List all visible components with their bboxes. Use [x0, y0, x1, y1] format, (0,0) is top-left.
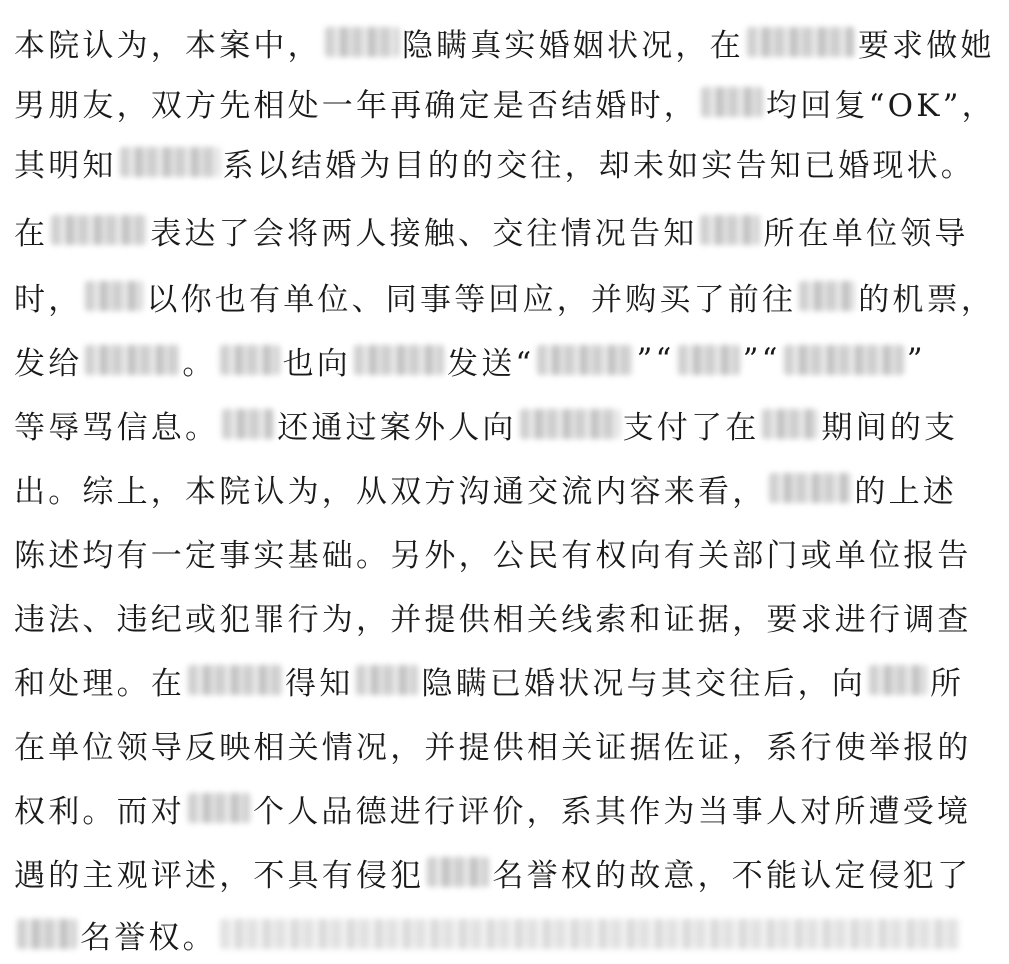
redacted-name [85, 345, 179, 375]
text-line [14, 650, 964, 710]
text-segment: 以你也有单位、同事等回应，并购买了前往 [146, 281, 797, 318]
text-line [14, 714, 972, 774]
text-segment: 隐瞒已婚状况与其交往后，向 [421, 665, 867, 702]
redacted-name [701, 87, 763, 117]
text-line [14, 522, 972, 582]
redacted-name [700, 215, 760, 245]
text-line [14, 778, 971, 838]
text-segment: 的上述 [854, 473, 958, 510]
text-segment: 所 [930, 665, 965, 702]
text-segment: 要求做她 [857, 27, 995, 64]
redacted-text [220, 919, 960, 949]
text-line [14, 904, 963, 964]
text-line [14, 12, 995, 72]
redacted-word [784, 345, 904, 375]
text-segment: 的机票， [858, 281, 996, 318]
redacted-name [427, 857, 489, 887]
text-segment: 本院认为，本案中， [14, 27, 322, 64]
text-segment: 和处理。在 [14, 665, 185, 702]
text-segment: 还通过案外人向 [277, 409, 517, 446]
redacted-name [17, 919, 77, 949]
redacted-name [325, 27, 399, 57]
text-segment: 等辱骂信息。 [14, 409, 220, 446]
redacted-name [769, 473, 851, 503]
text-segment: 权利。而对 [14, 793, 185, 830]
text-line [14, 266, 995, 326]
redacted-name [188, 665, 282, 695]
text-segment: 所在单位领导 [763, 215, 969, 252]
text-line [14, 842, 971, 902]
text-line [14, 200, 969, 260]
text-segment: 均回复“OK”， [766, 87, 996, 124]
text-segment: 支付了在 [622, 409, 760, 446]
text-segment: 在 [14, 215, 49, 252]
text-segment: 期间的支 [821, 409, 959, 446]
redacted-name [354, 345, 444, 375]
text-segment: ” [906, 342, 926, 378]
text-line [14, 132, 975, 192]
redacted-name [120, 147, 220, 177]
redacted-name [356, 665, 418, 695]
redacted-name [85, 281, 143, 311]
text-segment: ”“ [636, 342, 675, 378]
text-segment: 发给 [14, 345, 83, 382]
redacted-name [222, 409, 274, 439]
redacted-word [537, 345, 633, 375]
text-segment: 表达了会将两人接触、交往情况告知 [150, 215, 698, 252]
text-segment: 也向 [282, 345, 352, 382]
text-line [14, 586, 972, 646]
text-line [14, 458, 957, 518]
text-segment: 遇的主观评述，不具有侵犯 [14, 857, 425, 894]
text-segment: 个人品德进行评价，系其作为当事人对所遭受境 [253, 793, 972, 830]
text-segment: 男朋友，双方先相处一年再确定是否结婚时， [14, 87, 698, 124]
text-segment: 。 [182, 345, 217, 382]
redacted-name [520, 409, 620, 439]
text-line [14, 330, 926, 390]
text-segment: 在单位领导反映相关情况，并提供相关证据佐证，系行使举报的 [14, 729, 972, 766]
redacted-place [762, 409, 818, 439]
text-segment: 陈述均有一定事实基础。另外，公民有权向有关部门或单位报告 [14, 537, 972, 574]
redacted-name [869, 665, 927, 695]
redacted-name [220, 345, 280, 375]
text-segment: 得知 [285, 665, 354, 702]
redacted-place [799, 281, 855, 311]
text-segment: 时， [14, 281, 83, 318]
redacted-name [51, 215, 147, 245]
text-line [14, 394, 958, 454]
text-segment: 名誉权。 [80, 919, 217, 956]
text-segment: 违法、违纪或犯罪行为，并提供相关线索和证据，要求进行调查 [14, 601, 972, 638]
text-segment: 隐瞒真实婚姻状况，在 [401, 27, 744, 64]
text-line [14, 72, 996, 132]
redacted-name [188, 793, 250, 823]
text-segment: 出。综上，本院认为，从双方沟通交流内容来看， [14, 473, 767, 510]
text-segment: ”“ [742, 342, 781, 378]
redacted-word [678, 345, 740, 375]
text-segment: 其明知 [14, 147, 117, 184]
text-segment: 名誉权的故意，不能认定侵犯了 [492, 857, 972, 894]
text-segment: 系以结婚为目的的交往，却未如实告知已婚现状。 [222, 147, 976, 184]
redacted-name [747, 27, 855, 57]
text-segment: 发送“ [447, 345, 535, 382]
